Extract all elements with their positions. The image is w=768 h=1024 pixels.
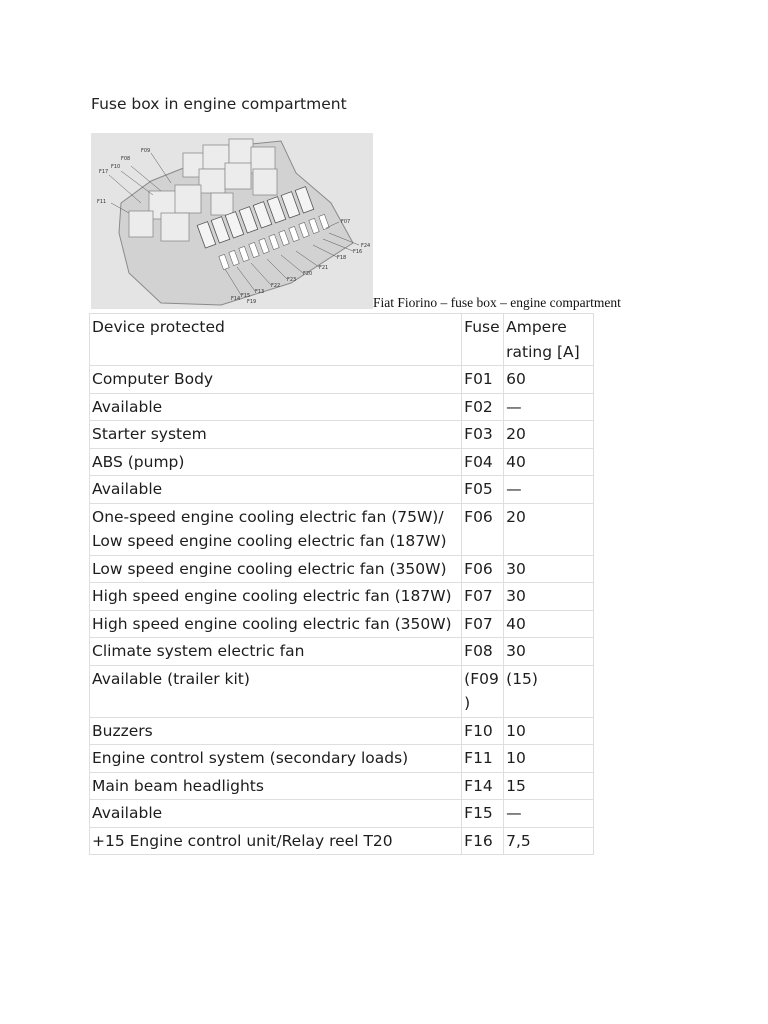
fuse-callout-label: F10 bbox=[111, 164, 121, 170]
cell-ampere: — bbox=[504, 476, 594, 504]
header-device: Device protected bbox=[90, 314, 462, 366]
fuse-callout-label: F07 bbox=[341, 219, 351, 225]
cell-ampere: 30 bbox=[504, 583, 594, 611]
cell-ampere: 10 bbox=[504, 717, 594, 745]
cell-device: Main beam headlights bbox=[90, 772, 462, 800]
fuse-callout-label: F21 bbox=[319, 265, 329, 271]
cell-ampere: 30 bbox=[504, 555, 594, 583]
table-row bbox=[90, 503, 594, 555]
fuse-callout-label: F15 bbox=[241, 293, 251, 299]
cell-fuse: F07 bbox=[462, 610, 504, 638]
fuse-callout-label: F20 bbox=[303, 271, 313, 277]
table-row bbox=[90, 665, 594, 717]
table-row bbox=[90, 638, 594, 666]
table-row bbox=[90, 745, 594, 773]
cell-device: Available bbox=[90, 476, 462, 504]
table-row bbox=[90, 610, 594, 638]
cell-fuse: F01 bbox=[462, 366, 504, 394]
cell-device: Available bbox=[90, 800, 462, 828]
cell-fuse: F07 bbox=[462, 583, 504, 611]
cell-fuse: F11 bbox=[462, 745, 504, 773]
cell-device: Engine control system (secondary loads) bbox=[90, 745, 462, 773]
fuse-callout-label: F23 bbox=[287, 277, 297, 283]
table-row bbox=[90, 772, 594, 800]
table-row bbox=[90, 421, 594, 449]
fuse-callout-label: F14 bbox=[231, 296, 241, 302]
fuse-callout-label: F08 bbox=[121, 156, 131, 162]
cell-fuse: F06 bbox=[462, 555, 504, 583]
cell-ampere: 40 bbox=[504, 610, 594, 638]
cell-fuse: F06 bbox=[462, 503, 504, 555]
cell-device: Available (trailer kit) bbox=[90, 665, 462, 717]
figure-caption: Fiat Fiorino – fuse box – engine compartment bbox=[373, 295, 621, 310]
fuse-callout-label: F09 bbox=[141, 148, 151, 154]
cell-fuse: F02 bbox=[462, 393, 504, 421]
cell-ampere: 7,5 bbox=[504, 827, 594, 855]
table-row bbox=[90, 717, 594, 745]
cell-ampere: 20 bbox=[504, 421, 594, 449]
cell-fuse: F03 bbox=[462, 421, 504, 449]
table-row bbox=[90, 800, 594, 828]
cell-device: Low speed engine cooling electric fan (350W) bbox=[90, 555, 462, 583]
cell-device: Computer Body bbox=[90, 366, 462, 394]
fuse-callout-label: F22 bbox=[271, 283, 281, 289]
header-fuse: Fuse bbox=[462, 314, 504, 366]
cell-ampere: — bbox=[504, 800, 594, 828]
table-row bbox=[90, 476, 594, 504]
cell-fuse: F05 bbox=[462, 476, 504, 504]
cell-ampere: 20 bbox=[504, 503, 594, 555]
cell-device: One-speed engine cooling electric fan (75W)/ Low speed engine cooling electric fan (187W) bbox=[90, 503, 462, 555]
fuse-callout-label: F24 bbox=[361, 243, 371, 249]
cell-fuse: F08 bbox=[462, 638, 504, 666]
cell-device: Starter system bbox=[90, 421, 462, 449]
fuse-box-drawing bbox=[91, 133, 373, 309]
cell-ampere: 60 bbox=[504, 366, 594, 394]
fuse-callout-label: F16 bbox=[353, 249, 363, 255]
cell-device: Available bbox=[90, 393, 462, 421]
cell-fuse: (F09 ) bbox=[462, 665, 504, 717]
cell-fuse: F10 bbox=[462, 717, 504, 745]
cell-ampere: 30 bbox=[504, 638, 594, 666]
cell-ampere: (15) bbox=[504, 665, 594, 717]
cell-ampere: 40 bbox=[504, 448, 594, 476]
table-row bbox=[90, 448, 594, 476]
cell-fuse: F15 bbox=[462, 800, 504, 828]
cell-fuse: F14 bbox=[462, 772, 504, 800]
table-row bbox=[90, 393, 594, 421]
cell-device: High speed engine cooling electric fan (350W) bbox=[90, 610, 462, 638]
fuse-box-diagram bbox=[91, 133, 373, 309]
cell-fuse: F04 bbox=[462, 448, 504, 476]
fuse-callout-label: F18 bbox=[337, 255, 347, 261]
table-row bbox=[90, 583, 594, 611]
cell-fuse: F16 bbox=[462, 827, 504, 855]
cell-ampere: 10 bbox=[504, 745, 594, 773]
cell-device: Climate system electric fan bbox=[90, 638, 462, 666]
fuse-callout-label: F17 bbox=[99, 169, 109, 175]
header-ampere: Ampere rating [A] bbox=[504, 314, 594, 366]
cell-device: +15 Engine control unit/Relay reel T20 bbox=[90, 827, 462, 855]
cell-device: ABS (pump) bbox=[90, 448, 462, 476]
cell-ampere: 15 bbox=[504, 772, 594, 800]
table-row bbox=[90, 827, 594, 855]
page-heading: Fuse box in engine compartment bbox=[91, 95, 347, 113]
fuse-callout-label: F11 bbox=[97, 199, 107, 205]
table-row bbox=[90, 366, 594, 394]
fuse-callout-label: F19 bbox=[247, 299, 257, 305]
cell-ampere: — bbox=[504, 393, 594, 421]
cell-device: Buzzers bbox=[90, 717, 462, 745]
table-header-row bbox=[90, 314, 594, 366]
fuse-table bbox=[89, 313, 594, 855]
table-row bbox=[90, 555, 594, 583]
cell-device: High speed engine cooling electric fan (187W) bbox=[90, 583, 462, 611]
fuse-callout-label: F13 bbox=[255, 289, 265, 295]
